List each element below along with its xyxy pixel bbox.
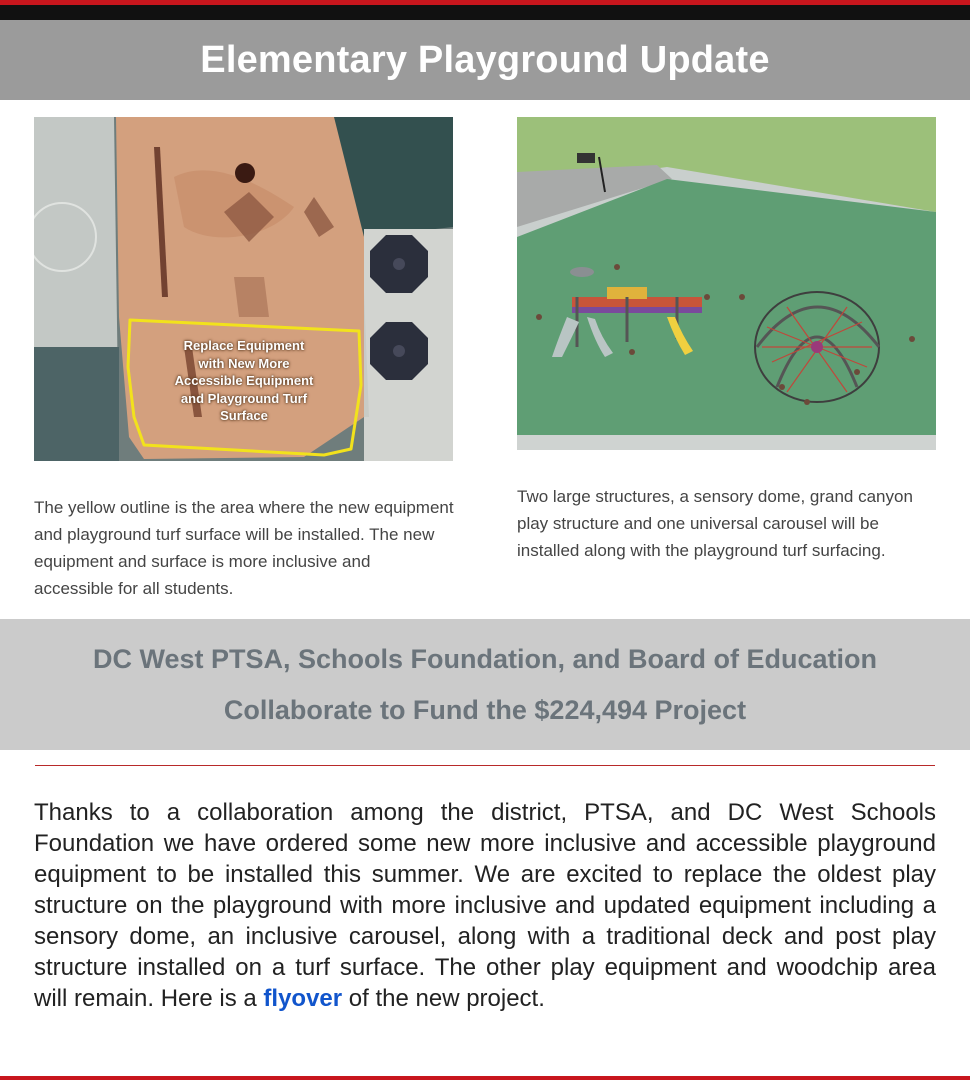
label-line: Replace Equipment [183,338,305,353]
flyover-link[interactable]: flyover [263,985,343,1012]
aerial-caption: The yellow outline is the area where the new equipment and playground turf surface will be installed. The new equipment and surface is more inclusive and accessible for all students. [34,498,454,598]
rendering-caption: Two large structures, a sensory dome, grand canyon play structure and one universal carousel will be installed along with the playground turf surfacing. [517,487,913,560]
label-line: Surface [220,408,268,423]
page-title: Elementary Playground Update [200,38,770,81]
rendering-art [517,117,936,450]
title-banner [0,20,970,100]
funding-heading-line2: Collaborate to Fund the $224,494 Project [223,694,747,725]
funding-banner [0,619,970,750]
body-text-start: Thanks to a collaboration among the district, PTSA, and DC West Schools Foundation we have ordered some new more inclusive and accessible playground equipment to be installed this summer. We are excited to replace the oldest play structure on the playground with more inclusive and updated equipment including a sensory dome, an inclusive carousel, along with a traditional deck and post play structure installed on a turf surface. The other play equipment and woodchip area will remain. Here is a [34,799,936,1012]
body-paragraph [34,797,936,1014]
label-line: with New More [198,355,290,371]
top-black-bar [0,5,970,20]
body-text-end: of the new project. [342,985,545,1012]
replacement-area-label [164,337,324,425]
funding-heading-line1: DC West PTSA, Schools Foundation, and Board of Education [92,643,877,674]
label-line: Accessible Equipment [174,373,314,388]
label-line: and Playground Turf [180,390,308,406]
playground-rendering [517,117,936,450]
aerial-photo [34,117,453,461]
divider [35,765,935,766]
bottom-red-stripe [0,1076,970,1080]
